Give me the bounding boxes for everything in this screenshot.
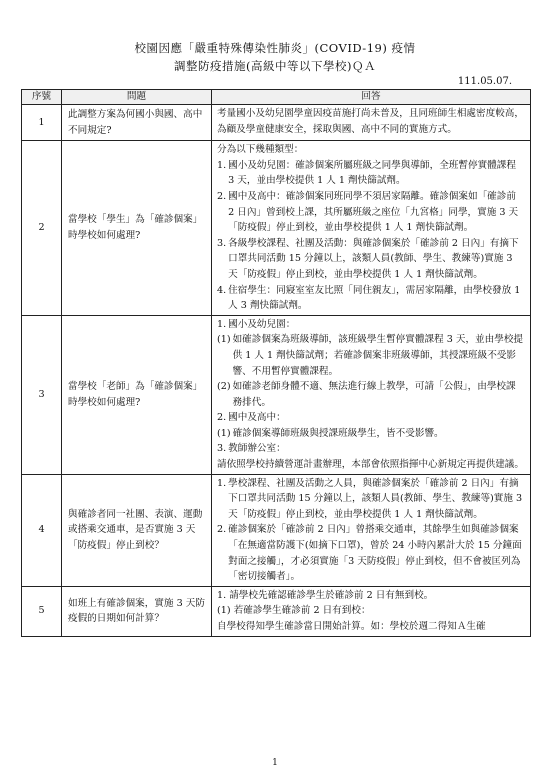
page-number: 1 (272, 758, 278, 768)
answer-line: 考量國小及幼兒園學童因疫苗施打尚未普及，且同班師生相處密度較高，為顧及學童健康安全，採取與國、高中不同的實施方式。 (217, 108, 524, 135)
qa-table (21, 89, 531, 637)
answer-item-number: 2. (217, 190, 227, 202)
answer-line: 1. 請學校先確認確診學生於確診前 2 日有無到校。 (217, 589, 434, 601)
answer-item-text: 國小及幼兒園：確診個案所屬班級之同學與導師，全班暫停實體課程 3 天，並由學校提供 1 人 1 劑快篩試劑。 (228, 159, 516, 187)
table-header-row (22, 90, 531, 105)
row-number: 4 (22, 474, 62, 586)
answer-item (217, 317, 525, 333)
answer-item-number: (2) (217, 381, 231, 393)
answer-item (217, 236, 525, 283)
answer-item-text: 各級學校課程、社團及活動：與確診個案於「確診前 2 日內」有摘下口罩共同活動 15 分鐘以上，該類人員(教師、學生、教練等)實施 3 天「防疫假」停止到校，並由學校提供 1 人 1 劑快篩試劑。 (228, 237, 519, 280)
answer-item-text: 確診個案於「確診前 2 日內」曾搭乘交通車，其餘學生如與確診個案「在無適當防護下(如摘下口罩)，曾於 24 小時內累計大於 15 分鐘面對面之接觸」，才必須實施「3 天防疫假」停止到校，但不會被匡列為「密切接觸者」。 (228, 524, 522, 583)
answer-item (217, 410, 525, 426)
row-number: 1 (22, 105, 62, 141)
row-answer (212, 586, 531, 636)
answer-tail: 請依照學校持續營運計畫辦理，本部會依照指揮中心新規定再提供建議。 (217, 459, 524, 471)
answer-item-text: 住宿學生：同寢室室友比照「同住親友」，需居家隔離，由學校發放 1 人 3 劑快篩試劑。 (228, 284, 521, 312)
answer-item-text: 國中及高中： (228, 412, 286, 424)
answer-line: 自學校得知學生確診當日開始計算。如：學校於週二得知Ａ生確 (217, 621, 486, 632)
answer-item-number: 1. (217, 477, 227, 489)
row-question: 與確診者同一社團、表演、運動或搭乘交通車，是否實施 3 天「防疫假」停止到校？ (62, 474, 212, 586)
answer-line: (1) 若確診學生確診前 2 日有到校： (217, 605, 371, 617)
answer-item (217, 332, 525, 379)
answer-item-text: 教師辦公室： (228, 443, 286, 455)
row-number: 5 (22, 586, 62, 636)
answer-item-text: 學校課程、社團及活動之人員，與確診個案於「確診前 2 日內」有摘下口罩共同活動 15 分鐘以上，該類人員(教師、學生、教練等)實施 3 天「防疫假」停止到校，並由學校提供 1 人 1 劑快篩試劑。 (228, 477, 523, 520)
row-answer (212, 315, 531, 474)
answer-item-number: 2. (217, 524, 227, 536)
answer-item-text: 確診個案導師班級與授課班級學生，皆不受影響。 (232, 427, 444, 439)
answer-item-number: 4. (217, 284, 227, 296)
row-question: 當學校「老師」為「確診個案」時學校如何處理? (62, 315, 212, 474)
answer-item (217, 522, 525, 584)
answer-item (217, 189, 525, 236)
answer-item-number: 3. (217, 237, 227, 249)
table-row (22, 105, 531, 141)
row-question: 此調整方案為何國小與國、高中不同規定? (62, 105, 212, 141)
answer-item-text: 國中及高中：確診個案同班同學不須居家隔離。確診個案如「確診前 2 日內」曾到校上課，其所屬班級之座位「九宮格」同學，實施 3 天「防疫假」停止到校，並由學校提供 1 人 1 劑快篩試劑。 (228, 190, 519, 234)
answer-item-number: 1. (217, 318, 227, 330)
row-question: 如班上有確診個案，實施 3 天防疫假的日期如何計算？ (62, 586, 212, 636)
row-answer (212, 105, 531, 141)
answer-item-number: 2. (217, 412, 227, 424)
answer-item-text: 如確診個案為班級導師，該班級學生暫停實體課程 3 天，並由學校提供 1 人 1 劑快篩試劑；若確診個案非班級導師，其授課班級不受影響、不用暫停實體課程。 (232, 334, 524, 377)
answer-item (217, 379, 525, 410)
header-answer: 回答 (212, 90, 531, 105)
table-row (22, 586, 531, 636)
row-question: 當學校「學生」為「確診個案」時學校如何處理? (62, 141, 212, 316)
answer-item (217, 441, 525, 457)
document-title-line-1: 校園因應「嚴重特殊傳染性肺炎」(COVID-19) 疫情 (134, 41, 416, 55)
header-question: 問題 (62, 90, 212, 105)
row-number: 2 (22, 141, 62, 316)
answer-item-number: 1. (217, 159, 227, 171)
answer-item-text: 國小及幼兒園： (228, 318, 296, 330)
document-date: 111.05.07. (457, 76, 512, 87)
answer-item (217, 283, 525, 314)
header-no: 序號 (22, 90, 62, 105)
table-row (22, 474, 531, 586)
answer-item-number: 3. (217, 443, 227, 455)
row-number: 3 (22, 315, 62, 474)
table-row (22, 141, 531, 316)
row-answer (212, 141, 531, 316)
answer-item-number: (1) (217, 334, 231, 346)
document-title-line-2: 調整防疫措施(高級中等以下學校)ＱＡ (174, 59, 376, 73)
answer-item-text: 如確診老師身體不適、無法進行線上教學，可請「公假」，由學校課務排代。 (232, 381, 516, 408)
row-answer (212, 474, 531, 586)
answer-item (217, 158, 525, 189)
answer-item (217, 476, 525, 523)
answer-line: 分為以下幾種類型： (217, 144, 304, 156)
answer-item (217, 426, 525, 442)
answer-item-number: (1) (217, 427, 231, 439)
table-row (22, 315, 531, 474)
